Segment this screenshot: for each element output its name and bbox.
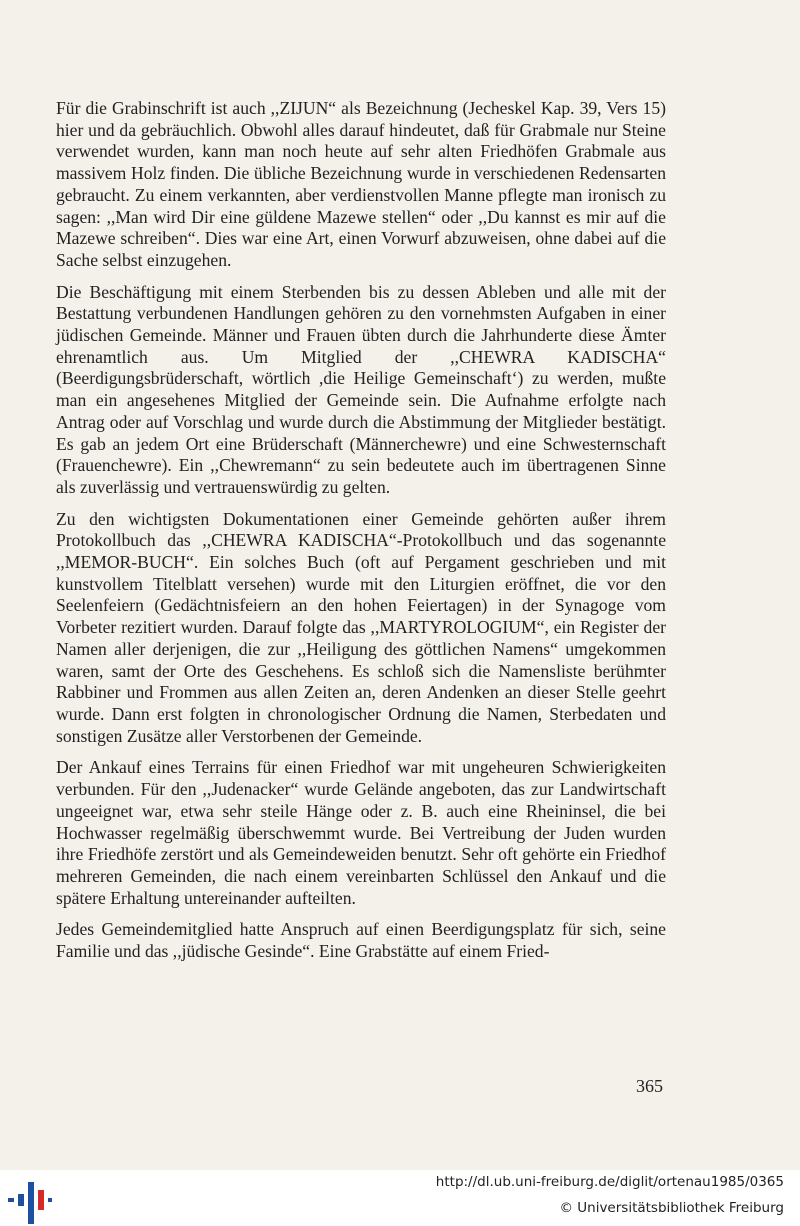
paragraph-2: Die Beschäftigung mit einem Sterbenden bis zu dessen Ableben und alle mit der Bestattung verbundenen Handlungen gehören zu den vornehmsten Aufgaben in einer jüdischen Gemeinde. Männer und Frauen übten durch die Jahrhunderte diese Ämter ehrenamtlich aus. Um Mitglied der ,,CHEWRA KADISCHA“ (Beerdigungsbrüderschaft, wörtlich ,die Heilige Gemeinschaft‘) zu werden, mußte man ein angesehenes Mitglied der Gemeinde sein. Die Aufnahme erfolgte nach Antrag oder auf Vorschlag und wurde durch die Abstimmung der Mitglieder bestätigt. Es gab an jedem Ort eine Brüderschaft (Männerchewre) und eine Schwesternschaft (Frauenchewre). Ein ,,Chewremann“ zu sein bedeutete auch im übertragenen Sinne als zuverlässig und vertrauenswürdig zu gelten.: [56, 281, 666, 497]
paragraph-3: Zu den wichtigsten Dokumentationen einer Gemeinde gehörten außer ihrem Protokollbuch das ,,CHEWRA KADISCHA“-Protokollbuch und das sogenannte ,,MEMOR-BUCH“. Ein solches Buch (oft auf Pergament geschrieben und mit kunstvollem Titelblatt versehen) wurde mit den Liturgien eröffnet, die vor den Seelenfeiern (Gedächtnisfeiern an den hohen Feiertagen) in der Synagoge vom Vorbeter rezitiert wurden. Darauf folgte das ,,MARTYROLOGIUM“, ein Register der Namen aller derjenigen, die zur ,,Heiligung des göttlichen Namens“ umgekommen waren, samt der Orte des Geschehens. Es schloß sich die Namensliste berühmter Rabbiner und Frommen aus allen Zeiten an, deren Andenken an dieser Stelle geehrt wurde. Dann erst folgten in chronologischer Ordnung die Namen, Sterbedaten und sonstigen Zusätze aller Verstorbenen der Gemeinde.: [56, 508, 666, 746]
page-number: 365: [636, 1076, 663, 1096]
ub-freiburg-logo-icon: [8, 1174, 52, 1224]
paragraph-5: Jedes Gemeindemitglied hatte Anspruch auf einen Beerdigungsplatz für sich, seine Familie und das ,,jüdische Gesinde“. Eine Grabstätte auf einem Fried-: [56, 919, 666, 962]
source-url-link[interactable]: http://dl.ub.uni-freiburg.de/diglit/ortenau1985/0365: [435, 1174, 784, 1190]
footer-bar: [0, 1170, 800, 1226]
body-text: [56, 98, 666, 973]
paragraph-4: Der Ankauf eines Terrains für einen Friedhof war mit ungeheuren Schwierigkeiten verbunden. Für den ,,Judenacker“ wurde Gelände angeboten, das zur Landwirtschaft ungeeignet war, etwa sehr steile Hänge oder z. B. auch eine Rheininsel, die bei Hochwasser regelmäßig überschwemmt wurde. Bei Vertreibung der Juden wurden ihre Friedhöfe zerstört und als Gemeindeweiden benutzt. Sehr oft gehörte ein Friedhof mehreren Gemeinden, die nach einem vereinbarten Schlüssel den Ankauf und die spätere Erhaltung untereinander aufteilten.: [56, 757, 666, 908]
paragraph-1: Für die Grabinschrift ist auch ,,ZIJUN“ als Bezeichnung (Jecheskel Kap. 39, Vers 15) hier und da gebräuchlich. Obwohl alles darauf hindeutet, daß für Grabmale nur Steine verwendet wurden, kann man noch heute auf sehr alten Friedhöfen Grabmale aus massivem Holz finden. Die übliche Bezeichnung wurde in verschiedenen Redensarten gebraucht. Zu einem verkannten, aber verdienstvollen Manne pflegte man ironisch zu sagen: ,,Man wird Dir eine güldene Mazewe stellen“ oder ,,Du kannst es mir auf die Mazewe schreiben“. Dies war eine Art, einen Vorwurf abzuweisen, ohne dabei auf die Sache selbst einzugehen.: [56, 98, 666, 270]
copyright-notice: © Universitätsbibliothek Freiburg: [559, 1200, 784, 1216]
